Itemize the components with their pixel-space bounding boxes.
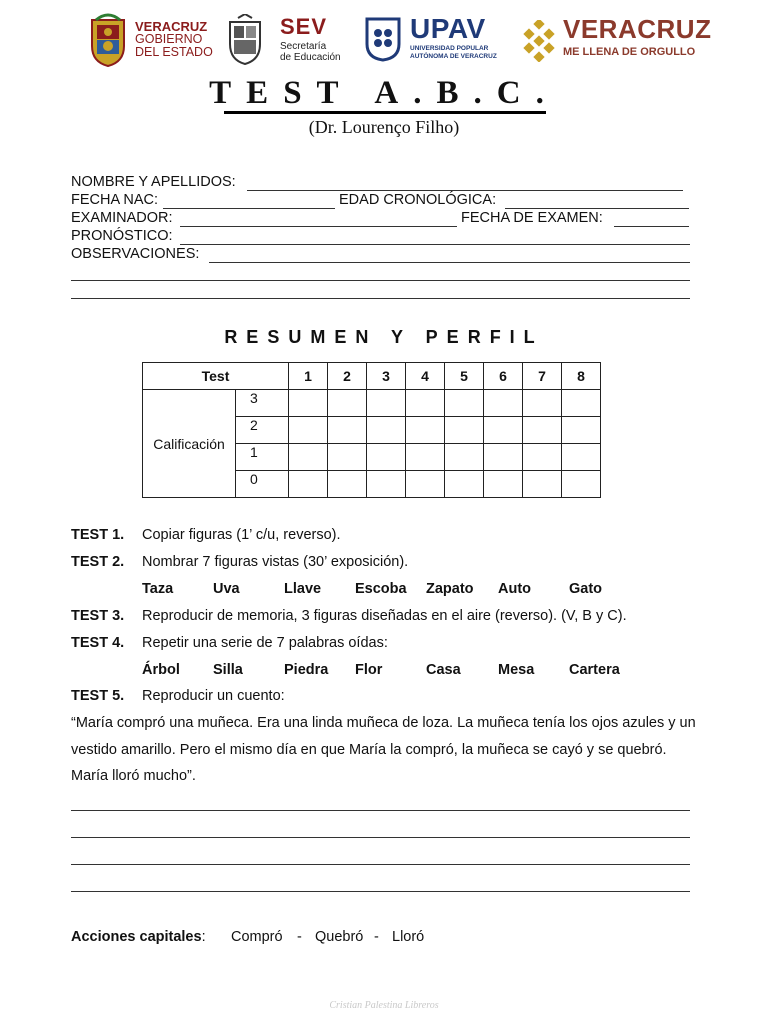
table-cell[interactable]	[523, 390, 562, 417]
table-cell[interactable]	[562, 417, 601, 444]
table-cell[interactable]	[367, 471, 406, 498]
test-5-label	[71, 688, 124, 704]
field-fecha-examen-label: FECHA DE EXAMEN:	[461, 210, 603, 226]
vg-line3: DEL ESTADO	[135, 45, 213, 59]
field-edad-label: EDAD CRONOLÓGICA:	[339, 192, 497, 208]
table-col-6: 6	[484, 363, 523, 390]
vg-line1: VERACRUZ	[135, 19, 208, 34]
vo-big: VERACRUZ	[563, 14, 712, 44]
test-2-number: TEST 2.	[71, 554, 125, 570]
veracruz-gobierno-text	[135, 20, 213, 59]
table-cell[interactable]	[562, 471, 601, 498]
test-4-text: Repetir una serie de 7 palabras oídas:	[142, 635, 388, 651]
field-examinador-label: EXAMINADOR:	[71, 210, 173, 226]
table-col-3: 3	[367, 363, 406, 390]
table-cell[interactable]	[445, 390, 484, 417]
acciones-capitales	[71, 929, 206, 945]
score-1: 1	[236, 444, 289, 471]
table-cell[interactable]	[289, 417, 328, 444]
upav-line1: UNIVERSIDAD POPULAR	[410, 45, 489, 52]
test-4-word: Árbol	[142, 662, 180, 678]
table-cell[interactable]	[484, 390, 523, 417]
acciones-colon: :	[201, 929, 206, 945]
test-4-word: Casa	[426, 662, 461, 678]
accion-separator: -	[374, 929, 379, 945]
test-2-text: Nombrar 7 figuras vistas (30’ exposición).	[142, 554, 409, 570]
veracruz-orgullo-logo	[519, 20, 559, 67]
accion-item: Quebró	[315, 929, 364, 945]
field-examinador-line[interactable]	[180, 226, 457, 227]
answer-line[interactable]	[71, 810, 690, 811]
table-cell[interactable]	[328, 471, 367, 498]
table-cell[interactable]	[367, 390, 406, 417]
sev-line1: Secretaría	[280, 41, 327, 52]
sev-acronym: SEV	[280, 14, 328, 39]
veracruz-orgullo-text	[563, 16, 711, 58]
section-title: RESUMEN Y PERFIL	[224, 327, 544, 347]
answer-line[interactable]	[71, 891, 690, 892]
table-cell[interactable]	[445, 417, 484, 444]
pattern-icon	[519, 20, 559, 62]
answer-line[interactable]	[71, 864, 690, 865]
table-cell[interactable]	[523, 417, 562, 444]
table-col-2: 2	[328, 363, 367, 390]
test-4-word: Flor	[355, 662, 383, 678]
table-col-7: 7	[523, 363, 562, 390]
table-col-5: 5	[445, 363, 484, 390]
table-cell[interactable]	[523, 444, 562, 471]
coat-of-arms-icon	[88, 12, 128, 68]
sev-logo	[226, 14, 264, 71]
field-observaciones-line[interactable]	[209, 262, 690, 263]
table-header-row	[143, 363, 601, 390]
table-cell[interactable]	[562, 390, 601, 417]
field-fecha-nac-label: FECHA NAC:	[71, 192, 159, 208]
sev-line2: de Educación	[280, 52, 341, 63]
table-row	[143, 390, 601, 417]
table-cell[interactable]	[328, 444, 367, 471]
table-col-1: 1	[289, 363, 328, 390]
test-2-word: Escoba	[355, 581, 407, 597]
field-observaciones-line-2[interactable]	[71, 280, 690, 281]
table-cell[interactable]	[406, 444, 445, 471]
table-cell[interactable]	[445, 444, 484, 471]
test-2-label	[71, 554, 124, 570]
score-2: 2	[236, 417, 289, 444]
answer-line[interactable]	[71, 837, 690, 838]
accion-item: Compró	[231, 929, 283, 945]
test-5-number: TEST 5.	[71, 688, 125, 704]
table-cell[interactable]	[406, 417, 445, 444]
test-2-word: Zapato	[426, 581, 474, 597]
acciones-label: Acciones capitales	[71, 929, 202, 945]
table-header-test: Test	[143, 363, 289, 390]
table-cell[interactable]	[328, 390, 367, 417]
table-cell[interactable]	[406, 471, 445, 498]
field-edad-line[interactable]	[505, 208, 689, 209]
test-4-word: Cartera	[569, 662, 620, 678]
table-cell[interactable]	[523, 471, 562, 498]
field-nombre-line[interactable]	[247, 190, 683, 191]
table-cell[interactable]	[484, 444, 523, 471]
test-3-number: TEST 3.	[71, 608, 125, 624]
upav-logo	[364, 16, 402, 67]
field-observaciones-label: OBSERVACIONES:	[71, 246, 200, 262]
page-title: TEST A.B.C.	[209, 75, 559, 111]
field-pronostico-line[interactable]	[180, 244, 690, 245]
shield-icon	[226, 14, 264, 66]
upav-acronym: UPAV	[410, 13, 486, 44]
field-nombre-label: NOMBRE Y APELLIDOS:	[71, 174, 236, 190]
accion-separator: -	[297, 929, 302, 945]
field-observaciones-line-3[interactable]	[71, 298, 690, 299]
upav-text	[410, 15, 497, 60]
title-underline	[224, 111, 546, 114]
table-cell[interactable]	[289, 390, 328, 417]
upav-emblem-icon	[364, 16, 402, 62]
table-cell[interactable]	[484, 417, 523, 444]
table-col-8: 8	[562, 363, 601, 390]
table-cell[interactable]	[289, 444, 328, 471]
table-col-4: 4	[406, 363, 445, 390]
test-3-label	[71, 608, 124, 624]
test-2-word: Gato	[569, 581, 603, 597]
sev-text	[280, 16, 341, 63]
accion-item: Lloró	[392, 929, 425, 945]
story-text: “María compró una muñeca. Era una linda muñeca de loza. La muñeca tenía los ojos azules y un vestido amarillo. Pero el mismo día en que María la compró, la muñeca se cayó y se quebró. María lloró mucho”.	[71, 715, 696, 784]
test-3-text: Reproducir de memoria, 3 figuras diseñadas en el aire (reverso). (V, B y C).	[142, 608, 627, 624]
profile-table	[142, 362, 601, 498]
table-cell[interactable]	[445, 471, 484, 498]
test-4-word: Mesa	[498, 662, 535, 678]
test-1-text: Copiar figuras (1’ c/u, reverso).	[142, 527, 341, 543]
table-cell[interactable]	[289, 471, 328, 498]
table-cell[interactable]	[406, 390, 445, 417]
table-cell[interactable]	[367, 417, 406, 444]
field-fecha-examen-line[interactable]	[614, 226, 689, 227]
table-cell[interactable]	[367, 444, 406, 471]
field-fecha-nac-line[interactable]	[163, 208, 335, 209]
table-cell[interactable]	[328, 417, 367, 444]
test-1-label	[71, 527, 124, 543]
calificacion-label: Calificación	[143, 390, 236, 498]
test-2-word: Taza	[142, 581, 174, 597]
vo-small: ME LLENA DE ORGULLO	[563, 46, 696, 58]
table-cell[interactable]	[562, 444, 601, 471]
test-5-text: Reproducir un cuento:	[142, 688, 285, 704]
upav-line2: AUTÓNOMA DE VERACRUZ	[410, 52, 497, 60]
test-2-word: Auto	[498, 581, 532, 597]
score-3: 3	[236, 390, 289, 417]
test-2-word: Uva	[213, 581, 240, 597]
test-4-label	[71, 635, 124, 651]
test-2-word: Llave	[284, 581, 322, 597]
vg-line2: GOBIERNO	[135, 32, 203, 46]
test-4-word: Piedra	[284, 662, 329, 678]
veracruz-gobierno-logo	[88, 12, 128, 73]
test-1-number: TEST 1.	[71, 527, 125, 543]
table-cell[interactable]	[484, 471, 523, 498]
test-4-word: Silla	[213, 662, 243, 678]
footer-signature: Cristian Palestina Libreros	[329, 1000, 439, 1011]
test-4-number: TEST 4.	[71, 635, 125, 651]
field-pronostico-label: PRONÓSTICO:	[71, 228, 173, 244]
score-0: 0	[236, 471, 289, 498]
subtitle: (Dr. Lourenço Filho)	[308, 117, 460, 137]
